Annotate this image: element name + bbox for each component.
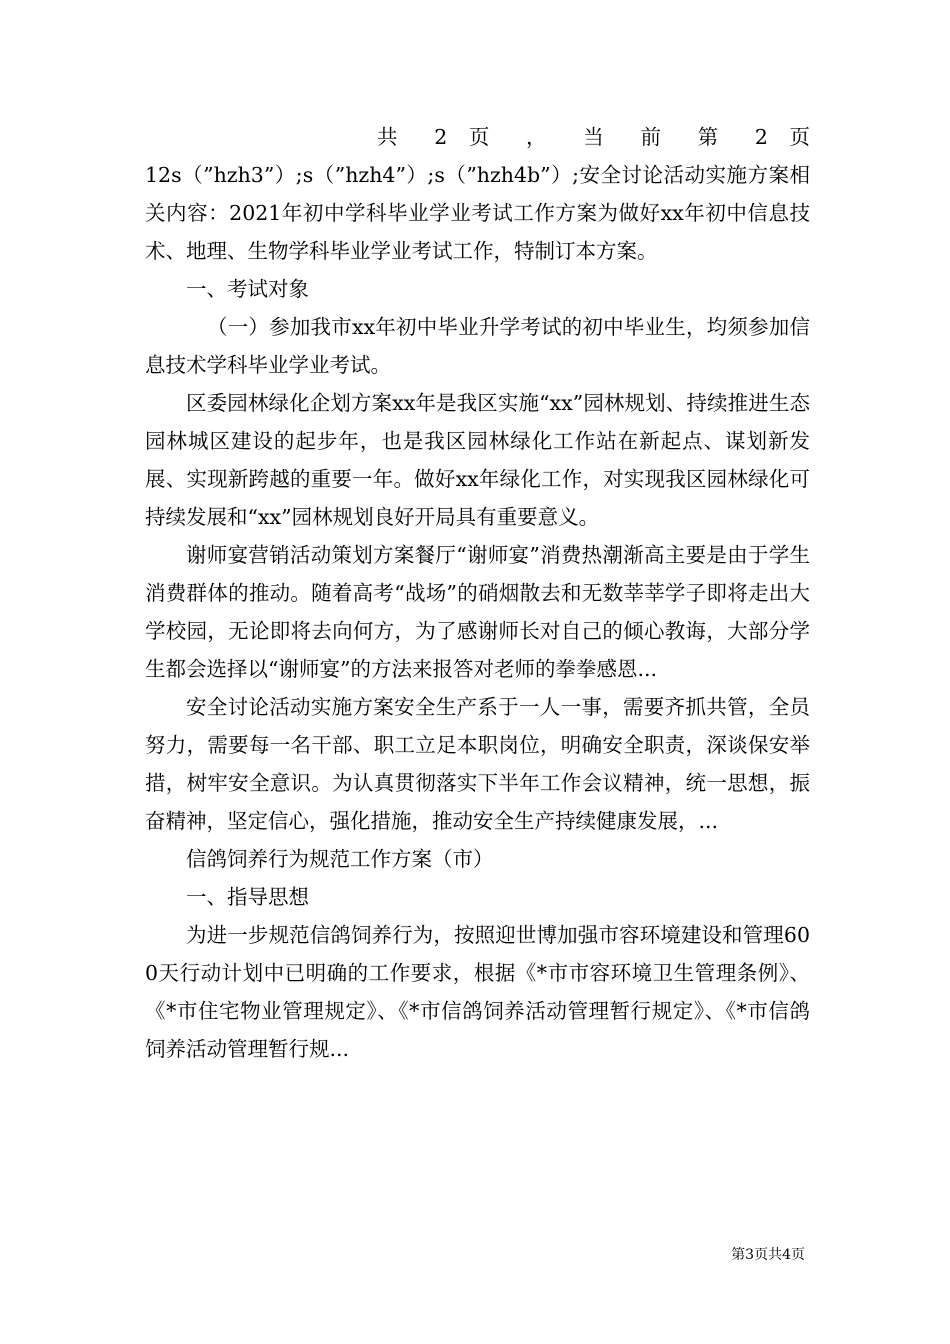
heading-exam-target: 一、考试对象 <box>186 277 309 301</box>
heading-pigeon-plan: 信鸽饲养行为规范工作方案（市） <box>186 847 494 871</box>
page-count-header: 共 2 页 ， 当 前 第 2 页 <box>377 125 810 149</box>
paragraph-pigeon-guidance: 为进一步规范信鸽饲养行为，按照迎世博加强市容环境建设和管理600天行动计划中已明确的工作要求，根据《*市市容环境卫生管理条例》、《*市住宅物业管理规定》、《*市信鸽饲养活动管理暂行规定》、《*市信鸽饲养活动管理暂行规... <box>145 923 810 1061</box>
paragraph-banquet-plan: 谢师宴营销活动策划方案餐厅“谢师宴”消费热潮渐高主要是由于学生消费群体的推动。随着高考“战场”的硝烟散去和无数莘莘学子即将走出大学校园，无论即将去向何方，为了感谢师长对自己的倾心教诲，大部分学生都会选择以“谢师宴”的方法来报答对老师的拳拳感恩... <box>145 543 810 681</box>
heading-guiding-ideology: 一、指导思想 <box>186 885 309 909</box>
page-footer: 第3页共4页 <box>731 1247 805 1263</box>
paragraph-safety-plan: 安全讨论活动实施方案安全生产系于一人一事，需要齐抓共管，全员努力，需要每一名干部、职工立足本职岗位，明确安全职责，深谈保安举措，树牢安全意识。为认真贯彻落实下半年工作会议精神，统一思想，振奋精神，坚定信心，强化措施，推动安全生产持续健康发展，... <box>145 695 810 833</box>
document-body <box>145 118 810 1068</box>
paragraph-landscaping-plan: 区委园林绿化企划方案xx年是我区实施“xx”园林规划、持续推进生态园林城区建设的起步年，也是我区园林绿化工作站在新起点、谋划新发展、实现新跨越的重要一年。做好xx年绿化工作，对实现我区园林绿化可持续发展和“xx”园林规划良好开局具有重要意义。 <box>145 391 810 529</box>
paragraph-exam-target: （一）参加我市xx年初中毕业升学考试的初中毕业生，均须参加信息技术学科毕业学业考试。 <box>145 315 810 377</box>
paragraph-intro: 12s（”hzh3”）;s（”hzh4”）;s（”hzh4b”）;安全讨论活动实施方案相关内容：2021年初中学科毕业学业考试工作方案为做好xx年初中信息技术、地理、生物学科毕业学业考试工作，特制订本方案。 <box>145 163 810 263</box>
